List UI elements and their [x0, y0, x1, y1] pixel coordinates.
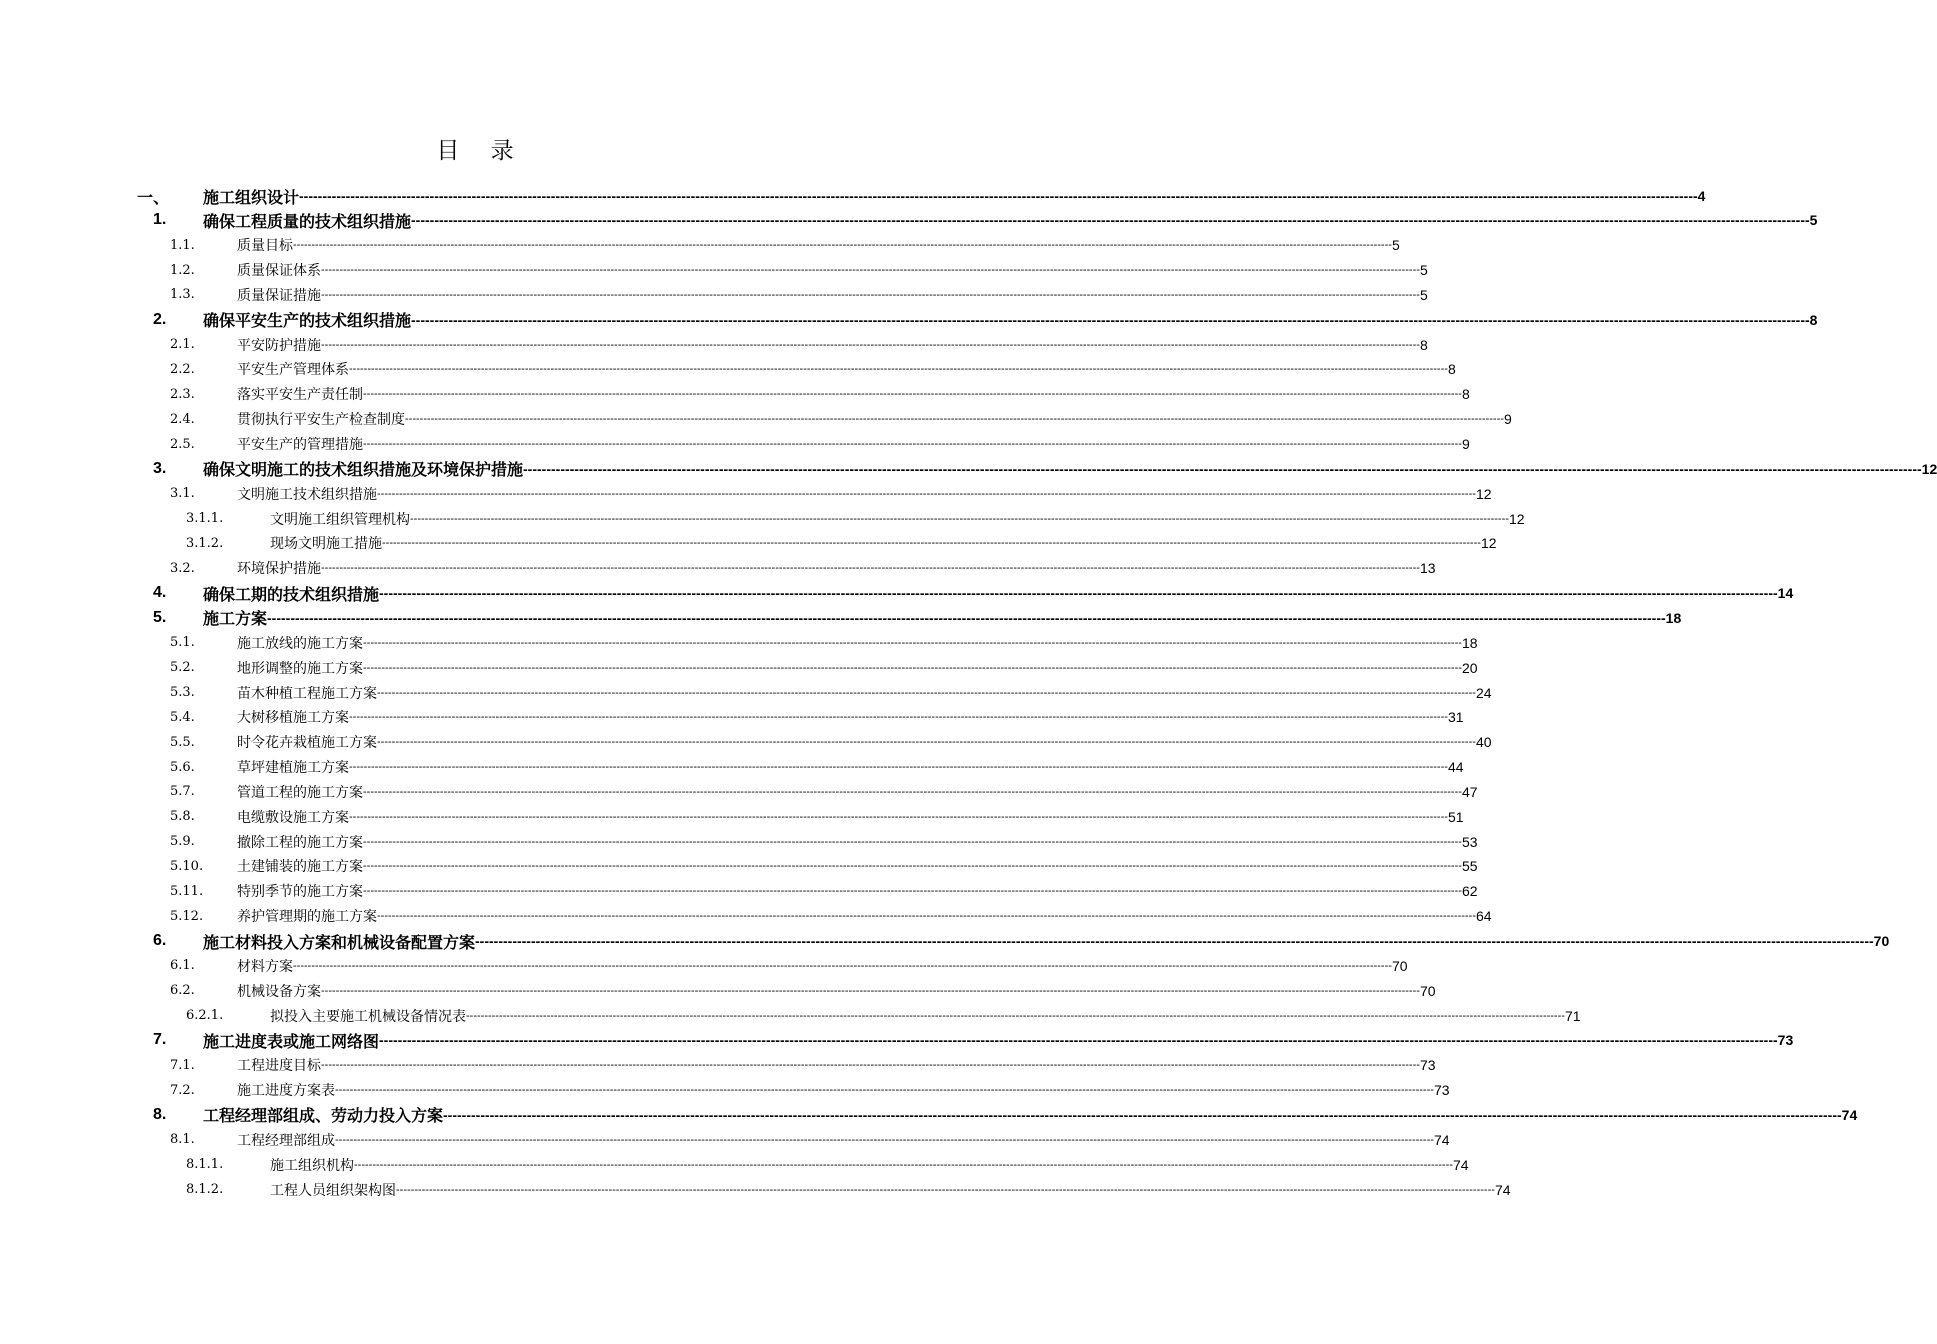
toc-entry-page-number: 44 — [1447, 759, 1464, 776]
toc-entry-page-number: 31 — [1447, 709, 1464, 726]
toc-dot-leader: ------------------------------------------------------------------------------------------------------------------------------------------------------------------------------------------------------------------------------------------------------------------------------------------------------------ — [363, 388, 1462, 401]
toc-entry-title: 确保文明施工的技术组织措施及环境保护措施 — [203, 460, 524, 480]
toc-entry-title: 拟投入主要施工机械设备情况表 — [270, 1008, 466, 1025]
toc-entry-page-number: 74 — [1494, 1181, 1511, 1198]
toc-entry-title: 养护管理期的施工方案 — [237, 909, 377, 926]
toc-entry-title: 现场文明施工措施 — [270, 536, 382, 553]
toc-entry-number: 7.1. — [170, 1057, 195, 1073]
toc-entry-number: 3.1. — [170, 486, 195, 502]
toc-entry-number: 1.1. — [170, 237, 195, 253]
toc-dot-leader: ------------------------------------------------------------------------------------------------------------------------------------------------------------------------------------------------------------------------------------------------------------------------------------------------------------ — [405, 413, 1504, 426]
toc-entry[interactable] — [170, 1078, 1450, 1103]
toc-entry-title: 撤除工程的施工方案 — [237, 834, 363, 851]
toc-entry-page-number: 5 — [1419, 286, 1428, 303]
toc-entry-title: 确保平安生产的技术组织措施 — [203, 311, 412, 331]
toc-entry[interactable] — [153, 581, 1794, 606]
toc-entry-number: 5.9. — [170, 834, 195, 850]
toc-entry[interactable] — [186, 1003, 1581, 1028]
toc-entry-number: 8. — [153, 1105, 167, 1123]
toc-entry[interactable] — [186, 506, 1525, 531]
toc-entry-number: 5. — [153, 608, 167, 626]
toc-entry-page-number: 5 — [1809, 212, 1818, 229]
toc-entry[interactable] — [170, 556, 1436, 581]
toc-entry-page-number: 47 — [1461, 783, 1478, 800]
toc-entry-number: 6.2. — [170, 983, 195, 999]
toc-entry[interactable] — [170, 904, 1492, 929]
toc-entry[interactable] — [170, 233, 1400, 258]
toc-entry-number: 3.1.2. — [186, 535, 224, 551]
toc-entry[interactable] — [153, 307, 1818, 332]
toc-dot-leader: ------------------------------------------------------------------------------------------------------------------------------------------------------------------------------------------------------------------------------------------------------------------------------------------------------------ — [377, 487, 1476, 500]
toc-dot-leader: ------------------------------------------------------------------------------------------------------------------------------------------------------------------------------------------------------------------------------------------------------------------------------------------------------------ — [523, 460, 1922, 477]
toc-entry-title: 质量保证措施 — [237, 287, 321, 304]
toc-dot-leader: ------------------------------------------------------------------------------------------------------------------------------------------------------------------------------------------------------------------------------------------------------------------------------------------------------------ — [475, 933, 1874, 949]
toc-dot-leader: ------------------------------------------------------------------------------------------------------------------------------------------------------------------------------------------------------------------------------------------------------------------------------------------------------------ — [377, 736, 1476, 749]
toc-entry-page-number: 13 — [1419, 560, 1436, 577]
toc-entry-number: 2.3. — [170, 386, 195, 402]
toc-entry-title: 苗木种植工程施工方案 — [237, 685, 377, 702]
toc-dot-leader: ------------------------------------------------------------------------------------------------------------------------------------------------------------------------------------------------------------------------------------------------------------------------------------------------------------ — [349, 761, 1448, 774]
toc-entry-title: 施工进度表或施工网络图 — [203, 1031, 380, 1051]
toc-entry-number: 1.2. — [170, 262, 195, 278]
toc-entry-number: 5.8. — [170, 809, 195, 825]
toc-entry-page-number: 5 — [1391, 237, 1400, 254]
toc-entry-number: 6. — [153, 932, 167, 949]
toc-entry-number: 4. — [153, 584, 167, 602]
toc-entry-page-number: 74 — [1841, 1106, 1858, 1123]
toc-entry-number: 7.2. — [170, 1082, 195, 1098]
toc-entry-title: 工程进度目标 — [237, 1058, 321, 1075]
toc-entry[interactable] — [170, 829, 1478, 854]
toc-entry-title: 文明施工组织管理机构 — [270, 511, 410, 528]
toc-entry-page-number: 70 — [1873, 933, 1890, 949]
toc-entry-page-number: 74 — [1433, 1131, 1450, 1148]
toc-entry-page-number: 14 — [1777, 585, 1794, 602]
toc-dot-leader: ------------------------------------------------------------------------------------------------------------------------------------------------------------------------------------------------------------------------------------------------------------------------------------------------------------ — [321, 264, 1420, 277]
page-title: 目 录 — [436, 138, 526, 164]
toc-dot-leader: ------------------------------------------------------------------------------------------------------------------------------------------------------------------------------------------------------------------------------------------------------------------------------------------------------------ — [363, 835, 1462, 848]
toc-entry-page-number: 4 — [1697, 188, 1706, 204]
toc-entry[interactable] — [153, 1028, 1794, 1053]
toc-entry-number: 5.5. — [170, 734, 195, 750]
toc-entry[interactable] — [170, 1053, 1436, 1078]
toc-entry-number: 3.2. — [170, 560, 195, 576]
toc-entry-page-number: 71 — [1564, 1007, 1581, 1024]
toc-entry-title: 平安生产管理体系 — [237, 362, 349, 379]
toc-entry-number: 1.3. — [170, 287, 195, 303]
toc-entry[interactable] — [170, 407, 1512, 432]
toc-entry[interactable] — [170, 879, 1478, 904]
toc-dot-leader: ------------------------------------------------------------------------------------------------------------------------------------------------------------------------------------------------------------------------------------------------------------------------------------------------------------ — [321, 288, 1420, 301]
toc-dot-leader: ------------------------------------------------------------------------------------------------------------------------------------------------------------------------------------------------------------------------------------------------------------------------------------------------------------ — [321, 562, 1420, 575]
toc-dot-leader: ------------------------------------------------------------------------------------------------------------------------------------------------------------------------------------------------------------------------------------------------------------------------------------------------------------ — [321, 984, 1420, 997]
toc-entry-page-number: 40 — [1475, 734, 1492, 751]
toc-dot-leader: ------------------------------------------------------------------------------------------------------------------------------------------------------------------------------------------------------------------------------------------------------------------------------------------------------------ — [321, 338, 1420, 351]
toc-entry-number: 3.1.1. — [186, 511, 224, 527]
toc-entry[interactable] — [170, 481, 1492, 506]
toc-dot-leader: ------------------------------------------------------------------------------------------------------------------------------------------------------------------------------------------------------------------------------------------------------------------------------------------------------------ — [382, 537, 1481, 550]
toc-entry[interactable] — [153, 1102, 1858, 1127]
toc-entry-title: 土建铺装的施工方案 — [237, 859, 363, 876]
toc-entry-title: 平安防护措施 — [237, 337, 321, 354]
toc-entry-page-number: 8 — [1809, 311, 1818, 328]
toc-entry-page-number: 51 — [1447, 808, 1464, 825]
toc-entry-title: 质量目标 — [237, 238, 293, 255]
toc-dot-leader: ------------------------------------------------------------------------------------------------------------------------------------------------------------------------------------------------------------------------------------------------------------------------------------------------------------ — [349, 810, 1448, 823]
toc-dot-leader: ------------------------------------------------------------------------------------------------------------------------------------------------------------------------------------------------------------------------------------------------------------------------------------------------------------ — [379, 1032, 1778, 1049]
toc-dot-leader: ------------------------------------------------------------------------------------------------------------------------------------------------------------------------------------------------------------------------------------------------------------------------------------------------------------ — [267, 609, 1666, 626]
toc-dot-leader: ------------------------------------------------------------------------------------------------------------------------------------------------------------------------------------------------------------------------------------------------------------------------------------------------------------ — [466, 1009, 1565, 1022]
toc-entry[interactable] — [170, 1127, 1450, 1152]
toc-entry-page-number: 9 — [1461, 436, 1470, 452]
toc-entry-number: 5.3. — [170, 685, 195, 700]
toc-entry-number: 2. — [153, 310, 167, 328]
toc-dot-leader: ------------------------------------------------------------------------------------------------------------------------------------------------------------------------------------------------------------------------------------------------------------------------------------------------------------ — [363, 438, 1462, 450]
toc-entry-title: 确保工程质量的技术组织措施 — [203, 211, 412, 231]
toc-entry-number: 5.7. — [170, 784, 195, 800]
toc-entry-number: 7. — [153, 1031, 167, 1049]
toc-entry[interactable] — [170, 258, 1428, 283]
toc-entry-page-number: 18 — [1665, 609, 1682, 626]
toc-entry-page-number: 24 — [1475, 684, 1492, 701]
toc-dot-leader: ------------------------------------------------------------------------------------------------------------------------------------------------------------------------------------------------------------------------------------------------------------------------------------------------------------ — [363, 636, 1462, 649]
toc-dot-leader: ------------------------------------------------------------------------------------------------------------------------------------------------------------------------------------------------------------------------------------------------------------------------------------------------------------ — [354, 1158, 1453, 1171]
toc-entry-number: 1. — [153, 211, 167, 229]
toc-entry-page-number: 20 — [1461, 659, 1478, 676]
toc-entry[interactable] — [153, 208, 1818, 233]
toc-entry-title: 施工方案 — [203, 609, 268, 629]
toc-dot-leader: ------------------------------------------------------------------------------------------------------------------------------------------------------------------------------------------------------------------------------------------------------------------------------------------------------------ — [443, 1106, 1842, 1123]
toc-entry-page-number: 73 — [1433, 1082, 1450, 1099]
toc-entry-page-number: 74 — [1452, 1156, 1469, 1173]
toc-dot-leader: ------------------------------------------------------------------------------------------------------------------------------------------------------------------------------------------------------------------------------------------------------------------------------------------------------------ — [410, 512, 1509, 525]
toc-entry-title: 施工材料投入方案和机械设备配置方案 — [203, 932, 476, 952]
toc-entry-number: 5.12. — [170, 908, 204, 924]
toc-entry-title: 施工进度方案表 — [237, 1083, 335, 1100]
toc-dot-leader: ------------------------------------------------------------------------------------------------------------------------------------------------------------------------------------------------------------------------------------------------------------------------------------------------------------ — [335, 1133, 1434, 1146]
toc-entry-title: 大树移植施工方案 — [237, 710, 349, 727]
toc-dot-leader: ------------------------------------------------------------------------------------------------------------------------------------------------------------------------------------------------------------------------------------------------------------------------------------------------------------ — [293, 959, 1392, 972]
toc-entry-title: 地形调整的施工方案 — [237, 660, 363, 677]
toc-dot-leader: ------------------------------------------------------------------------------------------------------------------------------------------------------------------------------------------------------------------------------------------------------------------------------------------------------------ — [411, 212, 1810, 229]
toc-entry-title: 贯彻执行平安生产检查制度 — [237, 412, 405, 429]
toc-dot-leader: ------------------------------------------------------------------------------------------------------------------------------------------------------------------------------------------------------------------------------------------------------------------------------------------------------------ — [293, 239, 1392, 252]
toc-entry-number: 5.4. — [170, 709, 195, 725]
toc-entry-page-number: 62 — [1461, 883, 1478, 900]
toc-entry-number: 3. — [153, 459, 167, 477]
toc-entry[interactable] — [170, 978, 1436, 1003]
toc-entry[interactable] — [186, 1152, 1469, 1177]
toc-dot-leader: ------------------------------------------------------------------------------------------------------------------------------------------------------------------------------------------------------------------------------------------------------------------------------------------------------------ — [335, 1084, 1434, 1097]
toc-entry-page-number: 12 — [1508, 510, 1525, 527]
toc-entry-page-number: 8 — [1447, 361, 1456, 378]
toc-entry-number: 5.2. — [170, 660, 195, 676]
toc-entry-title: 草坪建植施工方案 — [237, 760, 349, 777]
toc-entry[interactable] — [153, 456, 1937, 481]
toc-entry-title: 质量保证体系 — [237, 263, 321, 280]
toc-entry[interactable] — [170, 779, 1478, 804]
toc-entry-number: 5.10. — [170, 858, 204, 874]
toc-entry-number: 5.1. — [170, 635, 195, 651]
toc-entry[interactable] — [170, 705, 1464, 730]
toc-entry[interactable] — [170, 655, 1478, 680]
toc-entry-page-number: 9 — [1503, 411, 1512, 428]
toc-entry-title: 工程经理部组成、劳动力投入方案 — [203, 1106, 444, 1126]
toc-entry-title: 确保工期的技术组织措施 — [203, 584, 380, 604]
toc-entry[interactable] — [170, 432, 1470, 457]
toc-entry-page-number: 53 — [1461, 833, 1478, 850]
toc-dot-leader: ------------------------------------------------------------------------------------------------------------------------------------------------------------------------------------------------------------------------------------------------------------------------------------------------------------ — [363, 661, 1462, 674]
toc-entry-number: 5.11. — [170, 883, 204, 899]
toc-entry-page-number: 70 — [1419, 982, 1436, 999]
toc-entry-title: 文明施工技术组织措施 — [237, 486, 377, 503]
toc-dot-leader: ------------------------------------------------------------------------------------------------------------------------------------------------------------------------------------------------------------------------------------------------------------------------------------------------------------ — [377, 910, 1476, 923]
toc-dot-leader: ------------------------------------------------------------------------------------------------------------------------------------------------------------------------------------------------------------------------------------------------------------------------------------------------------------ — [349, 711, 1448, 724]
toc-entry-title: 工程经理部组成 — [237, 1132, 335, 1149]
toc-entry[interactable] — [137, 183, 1706, 209]
toc-entry-number: 2.4. — [170, 411, 195, 427]
toc-entry-page-number: 12 — [1921, 460, 1937, 477]
toc-entry-title: 材料方案 — [237, 958, 293, 975]
toc-entry[interactable] — [170, 755, 1464, 780]
toc-entry-title: 平安生产的管理措施 — [237, 437, 363, 453]
toc-entry-title: 环境保护措施 — [237, 561, 321, 578]
toc-dot-leader: ------------------------------------------------------------------------------------------------------------------------------------------------------------------------------------------------------------------------------------------------------------------------------------------------------------ — [363, 785, 1462, 798]
toc-entry-title: 电缆敷设施工方案 — [237, 809, 349, 826]
toc-entry-number: 8.1.2. — [186, 1182, 224, 1197]
toc-entry-title: 工程人员组织架构图 — [270, 1182, 396, 1199]
toc-entry[interactable] — [153, 605, 1682, 630]
toc-entry-title: 施工组织机构 — [270, 1157, 354, 1174]
toc-entry[interactable] — [186, 531, 1497, 556]
toc-entry-page-number: 55 — [1461, 858, 1478, 875]
toc-entry[interactable] — [170, 332, 1428, 357]
toc-entry-number: 5.6. — [170, 759, 195, 775]
toc-entry[interactable] — [170, 357, 1456, 382]
toc-entry-number: 2.5. — [170, 436, 195, 452]
toc-entry-number: 8.1. — [170, 1132, 195, 1148]
toc-entry-page-number: 5 — [1419, 262, 1428, 279]
toc-entry-number: 8.1.1. — [186, 1157, 224, 1173]
toc-entry[interactable] — [153, 929, 1890, 954]
toc-entry-page-number: 70 — [1391, 957, 1408, 974]
toc-entry-number: 6.2.1. — [186, 1008, 224, 1024]
toc-entry-page-number: 12 — [1480, 535, 1497, 552]
toc-dot-leader: ------------------------------------------------------------------------------------------------------------------------------------------------------------------------------------------------------------------------------------------------------------------------------------------------------------ — [363, 860, 1462, 873]
toc-dot-leader: ------------------------------------------------------------------------------------------------------------------------------------------------------------------------------------------------------------------------------------------------------------------------------------------------------------ — [321, 1059, 1420, 1072]
toc-entry-page-number: 64 — [1475, 908, 1492, 925]
toc-entry-title: 特别季节的施工方案 — [237, 884, 363, 901]
toc-entry[interactable] — [170, 854, 1478, 879]
toc-entry[interactable] — [170, 282, 1428, 307]
toc-entry-number: 一、 — [137, 187, 170, 207]
toc-entry-number: 6.1. — [170, 958, 195, 974]
toc-entry-title: 管道工程的施工方案 — [237, 784, 363, 801]
toc-entry-page-number: 12 — [1475, 485, 1492, 502]
toc-entry[interactable] — [170, 730, 1492, 755]
toc-entry[interactable] — [186, 1177, 1511, 1202]
toc-entry-number: 2.1. — [170, 337, 195, 353]
toc-entry-title: 施工组织设计 — [203, 187, 300, 207]
toc-dot-leader: ------------------------------------------------------------------------------------------------------------------------------------------------------------------------------------------------------------------------------------------------------------------------------------------------------------ — [349, 363, 1448, 376]
toc-entry-title: 机械设备方案 — [237, 983, 321, 1000]
toc-dot-leader: ------------------------------------------------------------------------------------------------------------------------------------------------------------------------------------------------------------------------------------------------------------------------------------------------------------ — [379, 585, 1778, 602]
toc-dot-leader: ------------------------------------------------------------------------------------------------------------------------------------------------------------------------------------------------------------------------------------------------------------------------------------------------------------ — [411, 311, 1810, 328]
toc-entry[interactable] — [170, 953, 1408, 978]
toc-entry-page-number: 73 — [1777, 1032, 1794, 1049]
toc-entry-number: 2.2. — [170, 361, 195, 377]
toc-entry-title: 施工放线的施工方案 — [237, 635, 363, 652]
toc-entry-page-number: 73 — [1419, 1057, 1436, 1074]
toc-dot-leader: ------------------------------------------------------------------------------------------------------------------------------------------------------------------------------------------------------------------------------------------------------------------------------------------------------------ — [377, 686, 1476, 699]
toc-entry-title: 落实平安生产责任制 — [237, 387, 363, 404]
toc-entry[interactable] — [170, 804, 1464, 829]
toc-entry[interactable] — [170, 630, 1478, 655]
toc-entry-page-number: 8 — [1461, 386, 1470, 403]
toc-entry-title: 时令花卉栽植施工方案 — [237, 735, 377, 752]
toc-entry[interactable] — [170, 382, 1470, 407]
toc-entry-page-number: 8 — [1419, 336, 1428, 353]
toc-dot-leader: ------------------------------------------------------------------------------------------------------------------------------------------------------------------------------------------------------------------------------------------------------------------------------------------------------------ — [396, 1183, 1495, 1196]
toc-entry[interactable] — [170, 680, 1492, 705]
toc-dot-leader: ------------------------------------------------------------------------------------------------------------------------------------------------------------------------------------------------------------------------------------------------------------------------------------------------------------ — [363, 885, 1462, 898]
toc-entry-page-number: 18 — [1461, 634, 1478, 651]
toc-dot-leader: ------------------------------------------------------------------------------------------------------------------------------------------------------------------------------------------------------------------------------------------------------------------------------------------------------------ — [299, 188, 1698, 204]
